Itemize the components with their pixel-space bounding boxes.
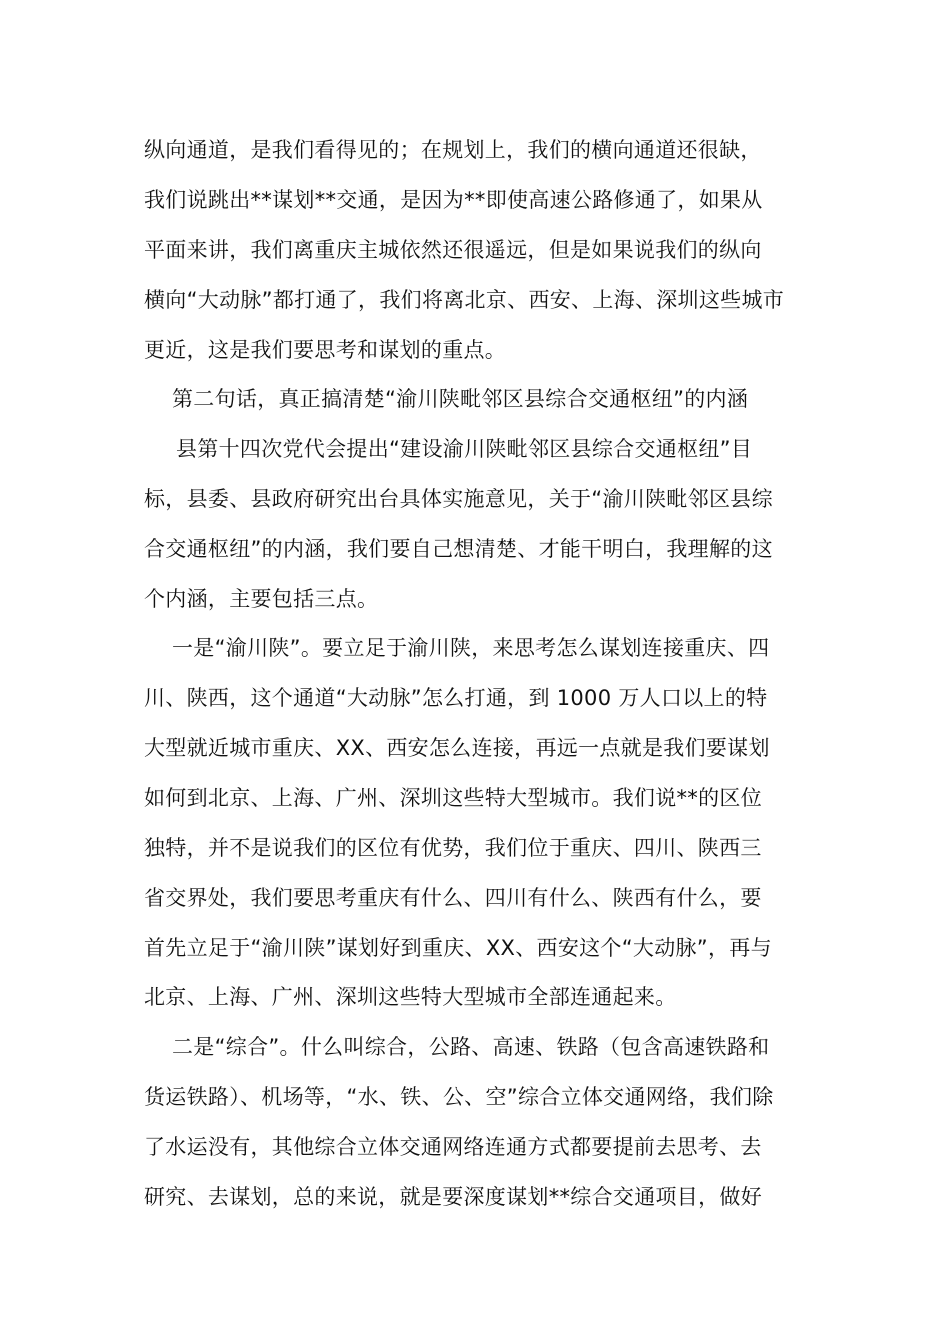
text-line: 县第十四次党代会提出“建设渝川陕毗邻区县综合交通枢纽”目 xyxy=(176,437,753,461)
text-line: 如何到北京、上海、广州、深圳这些特大型城市。我们说**的区位 xyxy=(144,786,762,810)
section-heading: 第二句话，真正搞清楚“渝川陕毗邻区县综合交通枢纽”的内涵 xyxy=(172,387,749,411)
text-line: 合交通枢纽”的内涵，我们要自己想清楚、才能干明白，我理解的这 xyxy=(144,537,773,561)
text-line: 首先立足于“渝川陕”谋划好到重庆、XX、西安这个“大动脉”，再与 xyxy=(144,936,772,960)
text-line: 大型就近城市重庆、XX、西安怎么连接，再远一点就是我们要谋划 xyxy=(144,736,770,760)
text-line: 标，县委、县政府研究出台具体实施意见，关于“渝川陕毗邻区县综 xyxy=(144,487,773,511)
text-line: 一是“渝川陕”。要立足于渝川陕，来思考怎么谋划连接重庆、四 xyxy=(172,636,770,660)
text-line: 省交界处，我们要思考重庆有什么、四川有什么、陕西有什么，要 xyxy=(144,886,762,910)
text-line: 我们说跳出**谋划**交通，是因为**即使高速公路修通了，如果从 xyxy=(144,188,763,212)
text-line: 川、陕西，这个通道“大动脉”怎么打通，到 1000 万人口以上的特 xyxy=(144,686,768,710)
text-line: 横向“大动脉”都打通了，我们将离北京、西安、上海、深圳这些城市 xyxy=(144,288,785,312)
text-line: 纵向通道，是我们看得见的；在规划上，我们的横向通道还很缺， xyxy=(144,138,762,162)
text-line: 研究、去谋划，总的来说，就是要深度谋划**综合交通项目，做好 xyxy=(144,1185,762,1209)
text-line: 更近，这是我们要思考和谋划的重点。 xyxy=(144,338,507,362)
text-line: 独特，并不是说我们的区位有优势，我们位于重庆、四川、陕西三 xyxy=(144,836,762,860)
text-line: 二是“综合”。什么叫综合，公路、高速、铁路（包含高速铁路和 xyxy=(172,1035,770,1059)
text-line: 了水运没有，其他综合立体交通网络连通方式都要提前去思考、去 xyxy=(144,1135,762,1159)
text-line: 个内涵，主要包括三点。 xyxy=(144,587,379,611)
text-line: 北京、上海、广州、深圳这些特大型城市全部连通起来。 xyxy=(144,985,677,1009)
text-line: 货运铁路）、机场等，“水、铁、公、空”综合立体交通网络，我们除 xyxy=(144,1085,774,1109)
text-line: 平面来讲，我们离重庆主城依然还很遥远，但是如果说我们的纵向 xyxy=(144,238,762,262)
